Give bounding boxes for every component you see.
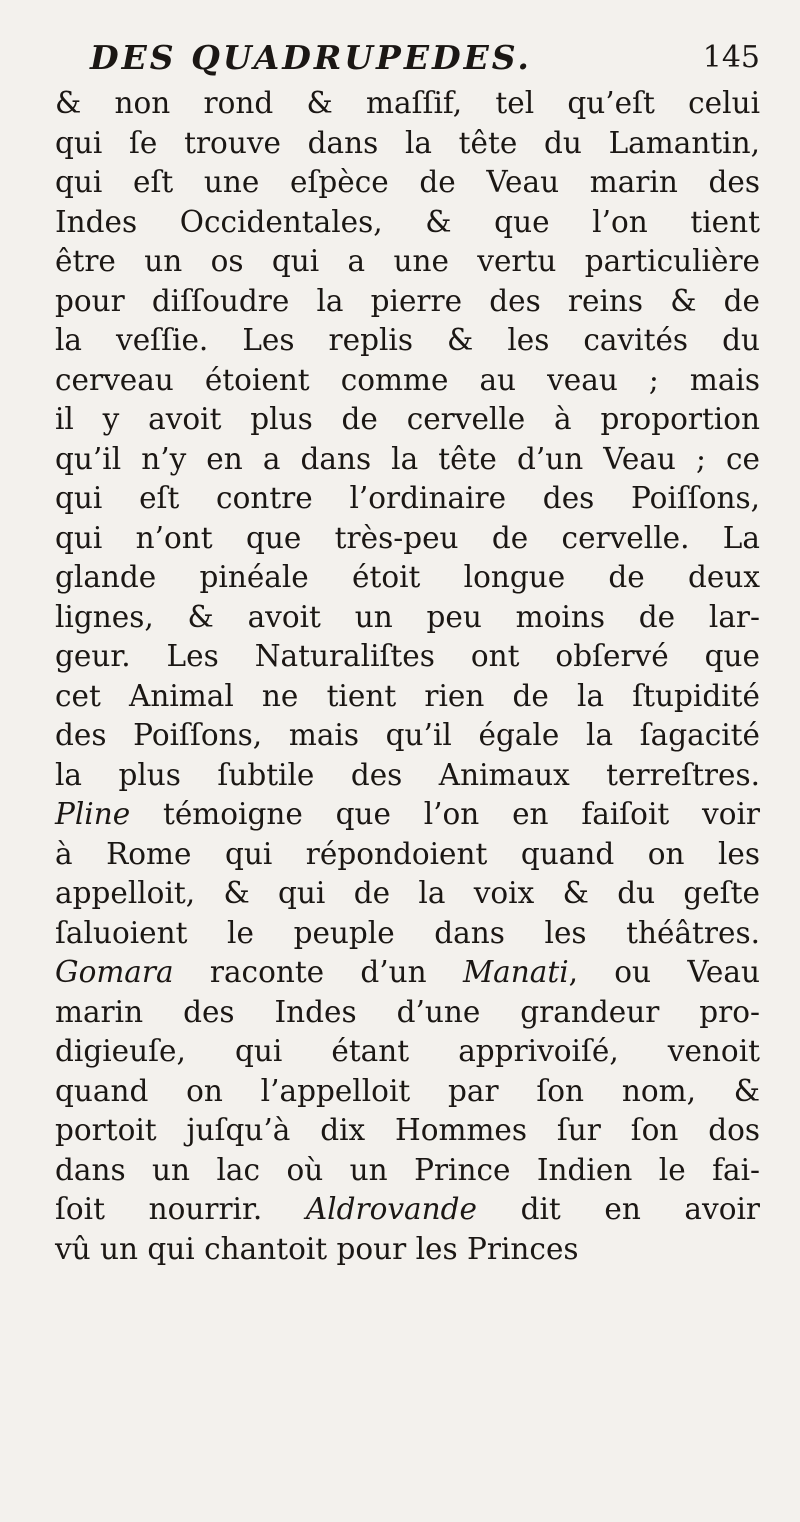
text-line-aldrovande: [55, 1190, 760, 1230]
text-line: la veſſie. Les replis & les cavités du: [55, 323, 760, 357]
running-head: DES QUADRUPEDES.: [90, 38, 532, 77]
text-line: qui n’ont que très-peu de cervelle. La: [55, 520, 760, 555]
text-segment: raconte d’un: [173, 955, 463, 989]
text-line: glande pinéale étoit longue de deux: [55, 560, 760, 594]
text-line-last: vû un qui chantoit pour les Princes: [55, 1231, 579, 1266]
author-name-gomara: Gomara: [55, 955, 174, 989]
text-line: des Poiſſons, mais qu’il égale la ſagacité: [55, 718, 760, 752]
text-line: & non rond & maſſif, tel qu’eſt celui: [55, 86, 760, 120]
text-line: pour diſſoudre la pierre des reins & de: [55, 283, 760, 318]
text-line: il y avoit plus de cervelle à proportion: [55, 402, 760, 436]
text-line: marin des Indes d’une grandeur pro-: [55, 994, 760, 1029]
page-number: 145: [702, 40, 760, 75]
text-segment: témoigne que l’on en faiſoit voir: [130, 797, 760, 831]
text-line-pline: [55, 795, 760, 835]
text-line: digieuſe, qui étant apprivoiſé, venoit: [55, 1034, 760, 1068]
text-line: Indes Occidentales, & que l’on tient: [55, 204, 760, 239]
text-line: ſaluoient le peuple dans les théâtres.: [55, 915, 760, 950]
text-line: qu’il n’y en a dans la tête d’un Veau ; ce: [55, 441, 760, 476]
text-line-gomara: [55, 953, 760, 993]
text-line: qui ſe trouve dans la tête du Lamantin,: [55, 125, 760, 160]
author-name-pline: Pline: [55, 797, 131, 831]
text-segment: , ou Veau: [568, 955, 760, 989]
term-manati: Manati: [462, 955, 569, 989]
author-name-aldrovande: Aldrovande: [305, 1192, 477, 1226]
text-line: la plus ſubtile des Animaux terreſtres.: [55, 757, 760, 792]
text-line: quand on l’appelloit par ſon nom, &: [55, 1073, 760, 1108]
text-line: portoit juſqu’à dix Hommes ſur ſon dos: [55, 1113, 760, 1147]
text-segment: ſoit nourrir.: [55, 1192, 263, 1226]
text-segment: dit en avoir: [476, 1192, 760, 1226]
text-line: qui eſt une eſpèce de Veau marin des: [55, 165, 760, 199]
text-line: cerveau étoient comme au veau ; mais: [55, 362, 760, 397]
text-line: appelloit, & qui de la voix & du geſte: [55, 876, 760, 910]
text-line: qui eſt contre l’ordinaire des Poiſſons,: [55, 481, 760, 515]
page-header: [60, 38, 760, 88]
body-text: [55, 84, 760, 1269]
text-line: à Rome qui répondoient quand on les: [55, 836, 760, 871]
text-line: geur. Les Naturaliſtes ont obſervé que: [55, 639, 760, 673]
text-line: lignes, & avoit un peu moins de lar-: [55, 599, 760, 634]
text-line: cet Animal ne tient rien de la ſtupidité: [55, 678, 760, 713]
text-line: dans un lac où un Prince Indien le fai-: [55, 1152, 760, 1187]
text-line: être un os qui a une vertu particulière: [55, 244, 760, 278]
